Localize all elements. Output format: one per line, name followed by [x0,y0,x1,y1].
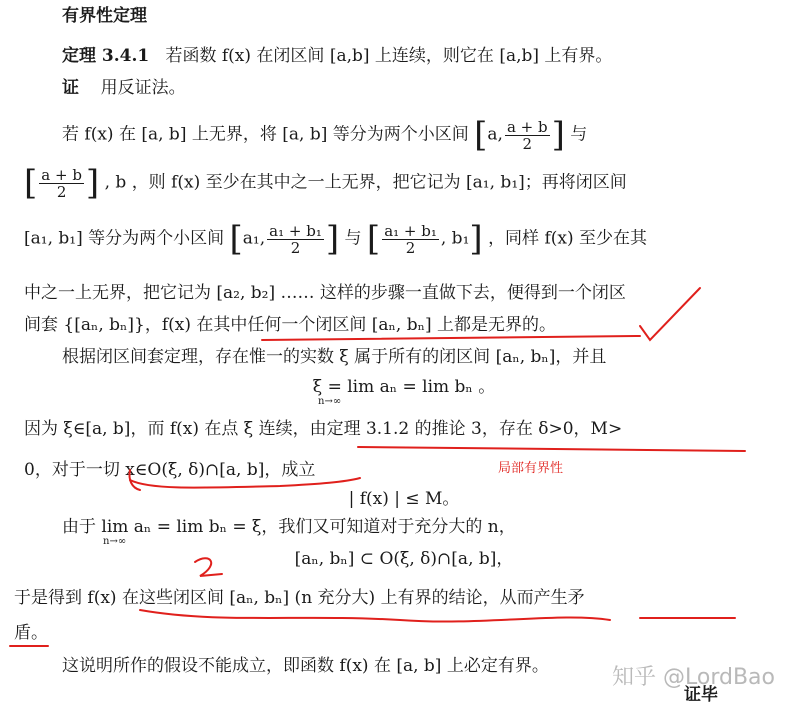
proof-line-2-text: , b ，则 f(x) 至少在其中之一上无界，把它记为 [a₁, b₁]；再将闭区间 [104,172,627,193]
ink-checkmark [640,288,700,340]
proof-line-3-text: [a₁, b₁] 等分为两个小区间 [24,228,225,249]
proof-line-11: 盾。 [14,623,48,643]
proof-line-1-end: 与 [570,124,588,145]
proof-line-3: [a₁, b₁] 等分为两个小区间 [a₁, $\frac{\text{a₁ + b₁}}{2}$ ] 与 [ $\frac{\text{a₁ + b₁}}{2}$ , b₁] ，同样 f(x) 至少在其 [24,219,648,259]
fraction-c: $\frac{\text{a₁ + b₁}}{2}$ [269,221,322,257]
watermark: 知乎 @LordBao [612,665,775,690]
theorem-text: 若函数 f(x) 在闭区间 [a,b] 上连续，则它在 [a,b] 上有界。 [165,46,613,66]
proof-end: 证毕 [684,685,718,705]
limit-subscript: n→∞ [318,396,342,407]
proof-line-12: 这说明所作的假设不能成立，即函数 f(x) 在 [a, b] 上必定有界。 [62,656,549,676]
ink-underline-3 [140,610,610,622]
ink-underline-2 [358,447,745,451]
fraction-a: $\frac{a + b}{2}$ [506,117,548,153]
proof-line-9: 由于 lim aₙ = lim bₙ = ξ，我们又可知道对于充分大的 n， [62,517,516,537]
fraction-d: $\frac{\text{a₁ + b₁}}{2}$ [384,221,437,257]
proof-method: 用反证法。 [100,78,186,98]
proof-line-1: 若 f(x) 在 [a, b] 上无界，将 [a, b] 等分为两个小区间 [a, $\frac{a + b}{2}$ ] 与 [62,115,588,155]
proof-line-3-mid: 与 [344,228,362,249]
proof-line-2: [ $\frac{a + b}{2}$ ] , b ，则 f(x) 至少在其中之一上无界，把它记为 [a₁, b₁]；再将闭区间 [24,163,627,203]
subset-relation-text: [aₙ, bₙ] ⊂ O(ξ, δ)∩[a, b]， [294,549,514,569]
section-title: 有界性定理 [62,6,147,26]
proof-line-10: 于是得到 f(x) 在这些闭区间 [aₙ, bₙ] (n 充分大) 上有界的结论，从而产生矛 [14,588,585,608]
annotation-note: 局部有界性 [498,461,564,476]
ink-digit-2 [195,558,222,576]
ink-bracket-1 [130,478,360,488]
limit-equation-text: ξ = lim aₙ = lim bₙ 。 [312,377,496,397]
ink-bracket-2 [129,470,140,490]
ink-underline-1 [262,336,640,340]
proof-label: 证 [62,78,79,98]
proof-line-3-end: ，同样 f(x) 至少在其 [488,228,648,249]
proof-line-6: 根据闭区间套定理，存在惟一的实数 ξ 属于所有的闭区间 [aₙ, bₙ]，并且 [62,347,607,367]
proof-line-7: 因为 ξ∈[a, b]，而 f(x) 在点 ξ 连续，由定理 3.1.2 的推论 3，存在 δ>0，M> [24,419,623,439]
proof-line-1-text: 若 f(x) 在 [a, b] 上无界，将 [a, b] 等分为两个小区间 [62,124,469,145]
proof-line-4: 中之一上无界，把它记为 [a₂, b₂] …… 这样的步骤一直做下去，便得到一个闭区 [24,283,626,303]
limit-subscript-2: n→∞ [103,536,127,547]
fraction-b: $\frac{a + b}{2}$ [41,165,82,201]
bound-inequality-text: | f(x) | ≤ M。 [348,489,460,509]
proof-line-5: 间套 {[aₙ, bₙ]}，f(x) 在其中任何一个闭区间 [aₙ, bₙ] 上都是无界的。 [24,315,556,335]
theorem-label: 定理 3.4.1 [62,46,150,66]
proof-line-8: 0，对于一切 x∈O(ξ, δ)∩[a, b]，成立 [24,460,316,480]
